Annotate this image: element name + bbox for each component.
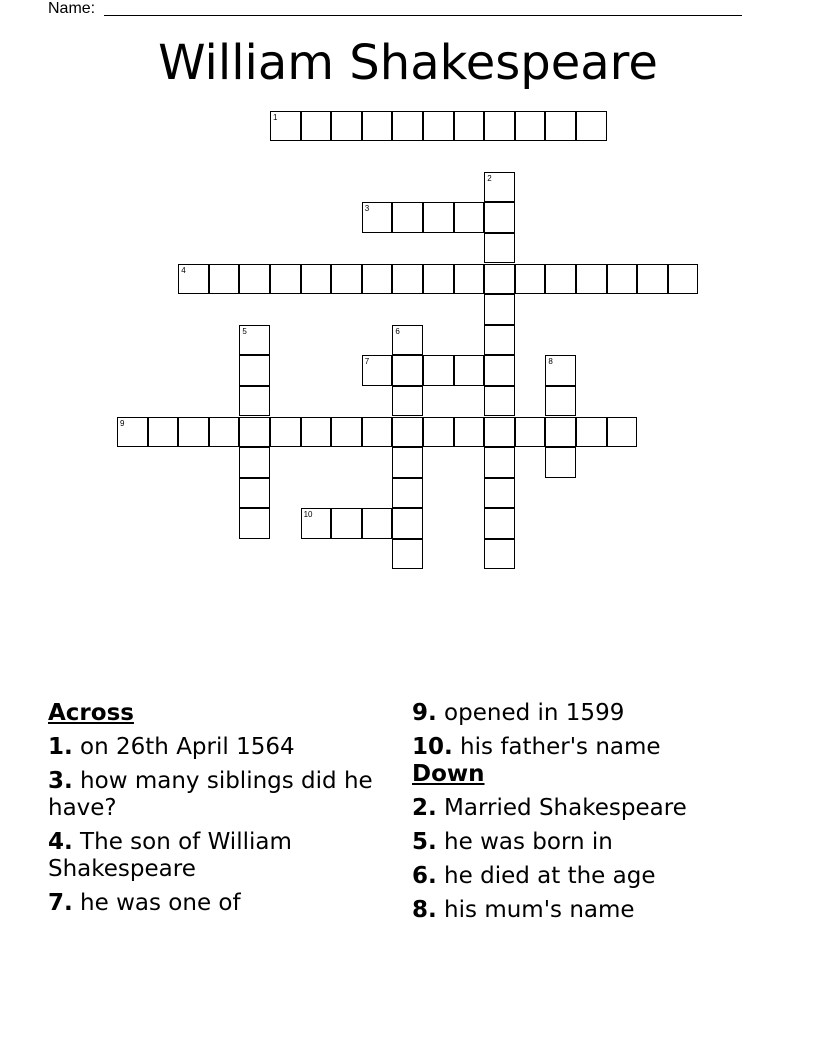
grid-cell[interactable] [362, 111, 393, 142]
across-heading: Across [48, 700, 134, 726]
grid-cell[interactable] [392, 417, 423, 448]
grid-cell[interactable] [270, 417, 301, 448]
clue-number: 9. [412, 700, 437, 726]
grid-cell[interactable] [392, 202, 423, 233]
grid-cell[interactable] [454, 202, 485, 233]
grid-cell[interactable] [484, 417, 515, 448]
clue-number: 5. [412, 829, 437, 855]
grid-cell[interactable] [454, 417, 485, 448]
clue-number: 4. [48, 829, 73, 855]
grid-cell[interactable] [209, 417, 240, 448]
clue-start-number: 9 [120, 418, 125, 428]
grid-cell[interactable] [484, 202, 515, 233]
clue-text: he died at the age [436, 863, 656, 889]
clue-number: 2. [412, 795, 437, 821]
grid-cell[interactable] [545, 447, 576, 478]
grid-cell[interactable] [331, 264, 362, 295]
grid-cell[interactable] [484, 264, 515, 295]
clue-number: 3. [48, 768, 73, 794]
grid-cell[interactable] [392, 111, 423, 142]
grid-cell[interactable] [484, 508, 515, 539]
grid-cell[interactable] [454, 264, 485, 295]
clue-start-number: 7 [364, 357, 370, 367]
grid-cell[interactable] [607, 417, 638, 448]
grid-cell[interactable] [423, 417, 454, 448]
grid-cell[interactable] [209, 264, 240, 295]
clue-number: 6. [412, 863, 437, 889]
grid-cell[interactable] [362, 508, 393, 539]
grid-cell[interactable] [392, 539, 423, 570]
grid-cell[interactable] [576, 417, 607, 448]
grid-cell[interactable] [239, 325, 270, 356]
grid-cell[interactable] [576, 264, 607, 295]
clue-start-number: 1 [273, 112, 278, 122]
clue-start-number: 3 [364, 204, 370, 214]
grid-cell[interactable] [239, 417, 270, 448]
clue-down-8 [412, 897, 772, 924]
grid-cell[interactable] [423, 202, 454, 233]
clue-number: 10. [412, 734, 453, 760]
clues-left-column [48, 700, 383, 917]
clue-text: his father's name [452, 734, 661, 760]
clue-text: The son of William Shakespeare [48, 829, 292, 882]
grid-cell[interactable] [423, 264, 454, 295]
grid-cell[interactable] [392, 447, 423, 478]
grid-cell[interactable] [484, 172, 515, 203]
clue-text: his mum's name [436, 897, 635, 923]
grid-cell[interactable] [484, 233, 515, 264]
clue-down-2 [412, 795, 772, 822]
grid-cell[interactable] [392, 355, 423, 386]
grid-cell[interactable] [392, 508, 423, 539]
grid-cell[interactable] [484, 111, 515, 142]
grid-cell[interactable] [484, 539, 515, 570]
clue-across-4 [48, 829, 383, 883]
grid-cell[interactable] [545, 417, 576, 448]
grid-cell[interactable] [545, 111, 576, 142]
grid-cell[interactable] [301, 264, 332, 295]
grid-cell[interactable] [362, 355, 393, 386]
grid-cell[interactable] [545, 264, 576, 295]
clue-text: opened in 1599 [436, 700, 625, 726]
grid-cell[interactable] [331, 508, 362, 539]
clue-start-number: 6 [395, 326, 400, 336]
grid-cell[interactable] [270, 264, 301, 295]
clue-down-5 [412, 829, 772, 856]
grid-cell[interactable] [484, 355, 515, 386]
grid-cell[interactable] [117, 417, 148, 448]
grid-cell[interactable] [423, 111, 454, 142]
clue-text: how many siblings did he have? [48, 768, 373, 821]
grid-cell[interactable] [392, 478, 423, 509]
grid-cell[interactable] [637, 264, 668, 295]
clue-text: Married Shakespeare [436, 795, 687, 821]
grid-cell[interactable] [392, 325, 423, 356]
page-title: William Shakespeare [158, 35, 658, 91]
clue-down-6 [412, 863, 772, 890]
clue-number: 1. [48, 734, 73, 760]
clue-text: he was one of [72, 890, 241, 916]
grid-cell[interactable] [484, 325, 515, 356]
grid-cell[interactable] [484, 478, 515, 509]
clue-start-number: 4 [181, 265, 186, 275]
grid-cell[interactable] [301, 417, 332, 448]
grid-cell[interactable] [668, 264, 699, 295]
grid-cell[interactable] [301, 111, 332, 142]
grid-cell[interactable] [423, 355, 454, 386]
grid-cell[interactable] [392, 386, 423, 417]
grid-cell[interactable] [545, 386, 576, 417]
grid-cell[interactable] [362, 202, 393, 233]
clue-text: on 26th April 1564 [72, 734, 295, 760]
grid-cell[interactable] [178, 264, 209, 295]
clue-number: 8. [412, 897, 437, 923]
name-label: Name: [48, 0, 96, 17]
grid-cell[interactable] [392, 264, 423, 295]
grid-cell[interactable] [239, 355, 270, 386]
grid-cell[interactable] [484, 294, 515, 325]
grid-cell[interactable] [239, 508, 270, 539]
clue-start-number: 5 [242, 326, 247, 336]
grid-cell[interactable] [607, 264, 638, 295]
grid-cell[interactable] [515, 111, 546, 142]
grid-cell[interactable] [454, 355, 485, 386]
grid-cell[interactable] [484, 386, 515, 417]
clue-across-1 [48, 734, 383, 761]
clue-across-3 [48, 768, 383, 822]
grid-cell[interactable] [239, 386, 270, 417]
grid-cell[interactable] [178, 417, 209, 448]
grid-cell[interactable] [148, 417, 179, 448]
clue-across-9 [412, 700, 772, 727]
clue-start-number: 8 [548, 357, 553, 367]
grid-cell[interactable] [301, 508, 332, 539]
grid-cell[interactable] [331, 417, 362, 448]
grid-cell[interactable] [239, 447, 270, 478]
grid-cell[interactable] [515, 417, 546, 448]
clue-across-7 [48, 890, 383, 917]
grid-cell[interactable] [362, 264, 393, 295]
down-heading: Down [412, 761, 485, 787]
grid-cell[interactable] [484, 447, 515, 478]
grid-cell[interactable] [454, 111, 485, 142]
clues-right-column [412, 700, 772, 924]
grid-cell[interactable] [545, 355, 576, 386]
grid-cell[interactable] [239, 264, 270, 295]
grid-cell[interactable] [270, 111, 301, 142]
grid-cell[interactable] [576, 111, 607, 142]
grid-cell[interactable] [239, 478, 270, 509]
clue-start-number: 2 [487, 173, 492, 183]
grid-cell[interactable] [362, 417, 393, 448]
grid-cell[interactable] [515, 264, 546, 295]
clue-number: 7. [48, 890, 73, 916]
clue-text: he was born in [436, 829, 613, 855]
grid-cell[interactable] [331, 111, 362, 142]
clue-start-number: 10 [303, 510, 313, 520]
clue-across-10 [412, 734, 772, 761]
